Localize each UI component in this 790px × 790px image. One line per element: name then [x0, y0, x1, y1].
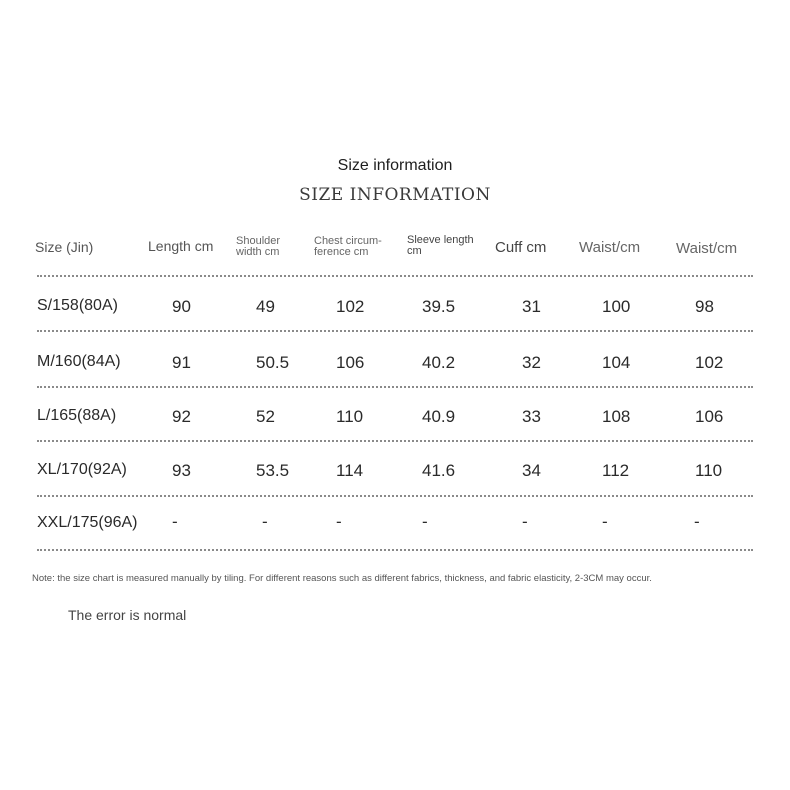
cell-chest: -	[336, 512, 342, 531]
header-size: Size (Jin)	[35, 239, 94, 255]
cell-shoulder: 49	[256, 297, 275, 316]
cell-waist-1: 100	[602, 297, 631, 316]
cell-shoulder: 52	[256, 407, 275, 426]
row-size-label: S/158(80A)	[37, 297, 118, 314]
row-divider	[37, 330, 753, 332]
cell-cuff: 31	[522, 297, 541, 316]
cell-sleeve: 40.9	[422, 407, 456, 426]
cell-waist-1: 112	[602, 461, 630, 480]
cell-length: -	[172, 512, 178, 531]
cell-chest: 106	[336, 353, 365, 372]
cell-waist-2: 102	[695, 353, 724, 372]
page-title: Size information	[337, 157, 453, 174]
row-size-label: XL/170(92A)	[37, 461, 127, 478]
header-waist-2: Waist/cm	[676, 240, 738, 257]
cell-shoulder: 53.5	[256, 461, 290, 480]
header-shoulder: Shoulder width cm	[236, 235, 281, 258]
cell-sleeve: 39.5	[422, 297, 456, 316]
cell-cuff: 33	[522, 407, 541, 426]
row-size-label: L/165(88A)	[37, 407, 117, 424]
cell-shoulder: 50.5	[256, 353, 290, 372]
cell-chest: 110	[336, 407, 364, 426]
row-divider	[37, 275, 753, 277]
size-note: Note: the size chart is measured manually by tiling. For different reasons such as different fabrics, thickness, and fabric elasticity, 2-3CM may occur.	[32, 573, 652, 584]
cell-cuff: 32	[522, 353, 541, 372]
cell-cuff: -	[522, 512, 528, 531]
cell-sleeve: 41.6	[422, 461, 456, 480]
cell-chest: 114	[336, 461, 364, 480]
row-size-label: M/160(84A)	[37, 353, 121, 370]
page-subtitle: SIZE INFORMATION	[299, 185, 491, 205]
cell-length: 91	[172, 353, 191, 372]
cell-waist-2: 98	[695, 297, 714, 316]
cell-waist-2: -	[694, 512, 700, 531]
cell-waist-1: 108	[602, 407, 631, 426]
row-size-label: XXL/175(96A)	[37, 514, 138, 531]
cell-chest: 102	[336, 297, 365, 316]
cell-sleeve: -	[422, 512, 428, 531]
header-waist-1: Waist/cm	[579, 239, 641, 256]
row-divider	[37, 386, 753, 388]
cell-sleeve: 40.2	[422, 353, 456, 372]
cell-shoulder: -	[262, 512, 268, 531]
cell-length: 90	[172, 297, 191, 316]
cell-waist-1: 104	[602, 353, 631, 372]
cell-cuff: 34	[522, 461, 541, 480]
row-divider	[37, 549, 753, 551]
header-chest: Chest circum- ference cm	[314, 235, 382, 258]
cell-waist-2: 110	[695, 461, 723, 480]
cell-waist-1: -	[602, 512, 608, 531]
cell-length: 93	[172, 461, 191, 480]
header-sleeve: Sleeve length cm	[407, 234, 474, 257]
error-note: The error is normal	[68, 607, 187, 623]
row-divider	[37, 440, 753, 442]
header-cuff: Cuff cm	[495, 239, 547, 256]
header-length: Length cm	[148, 238, 214, 254]
cell-waist-2: 106	[695, 407, 724, 426]
cell-length: 92	[172, 407, 191, 426]
row-divider	[37, 495, 753, 497]
